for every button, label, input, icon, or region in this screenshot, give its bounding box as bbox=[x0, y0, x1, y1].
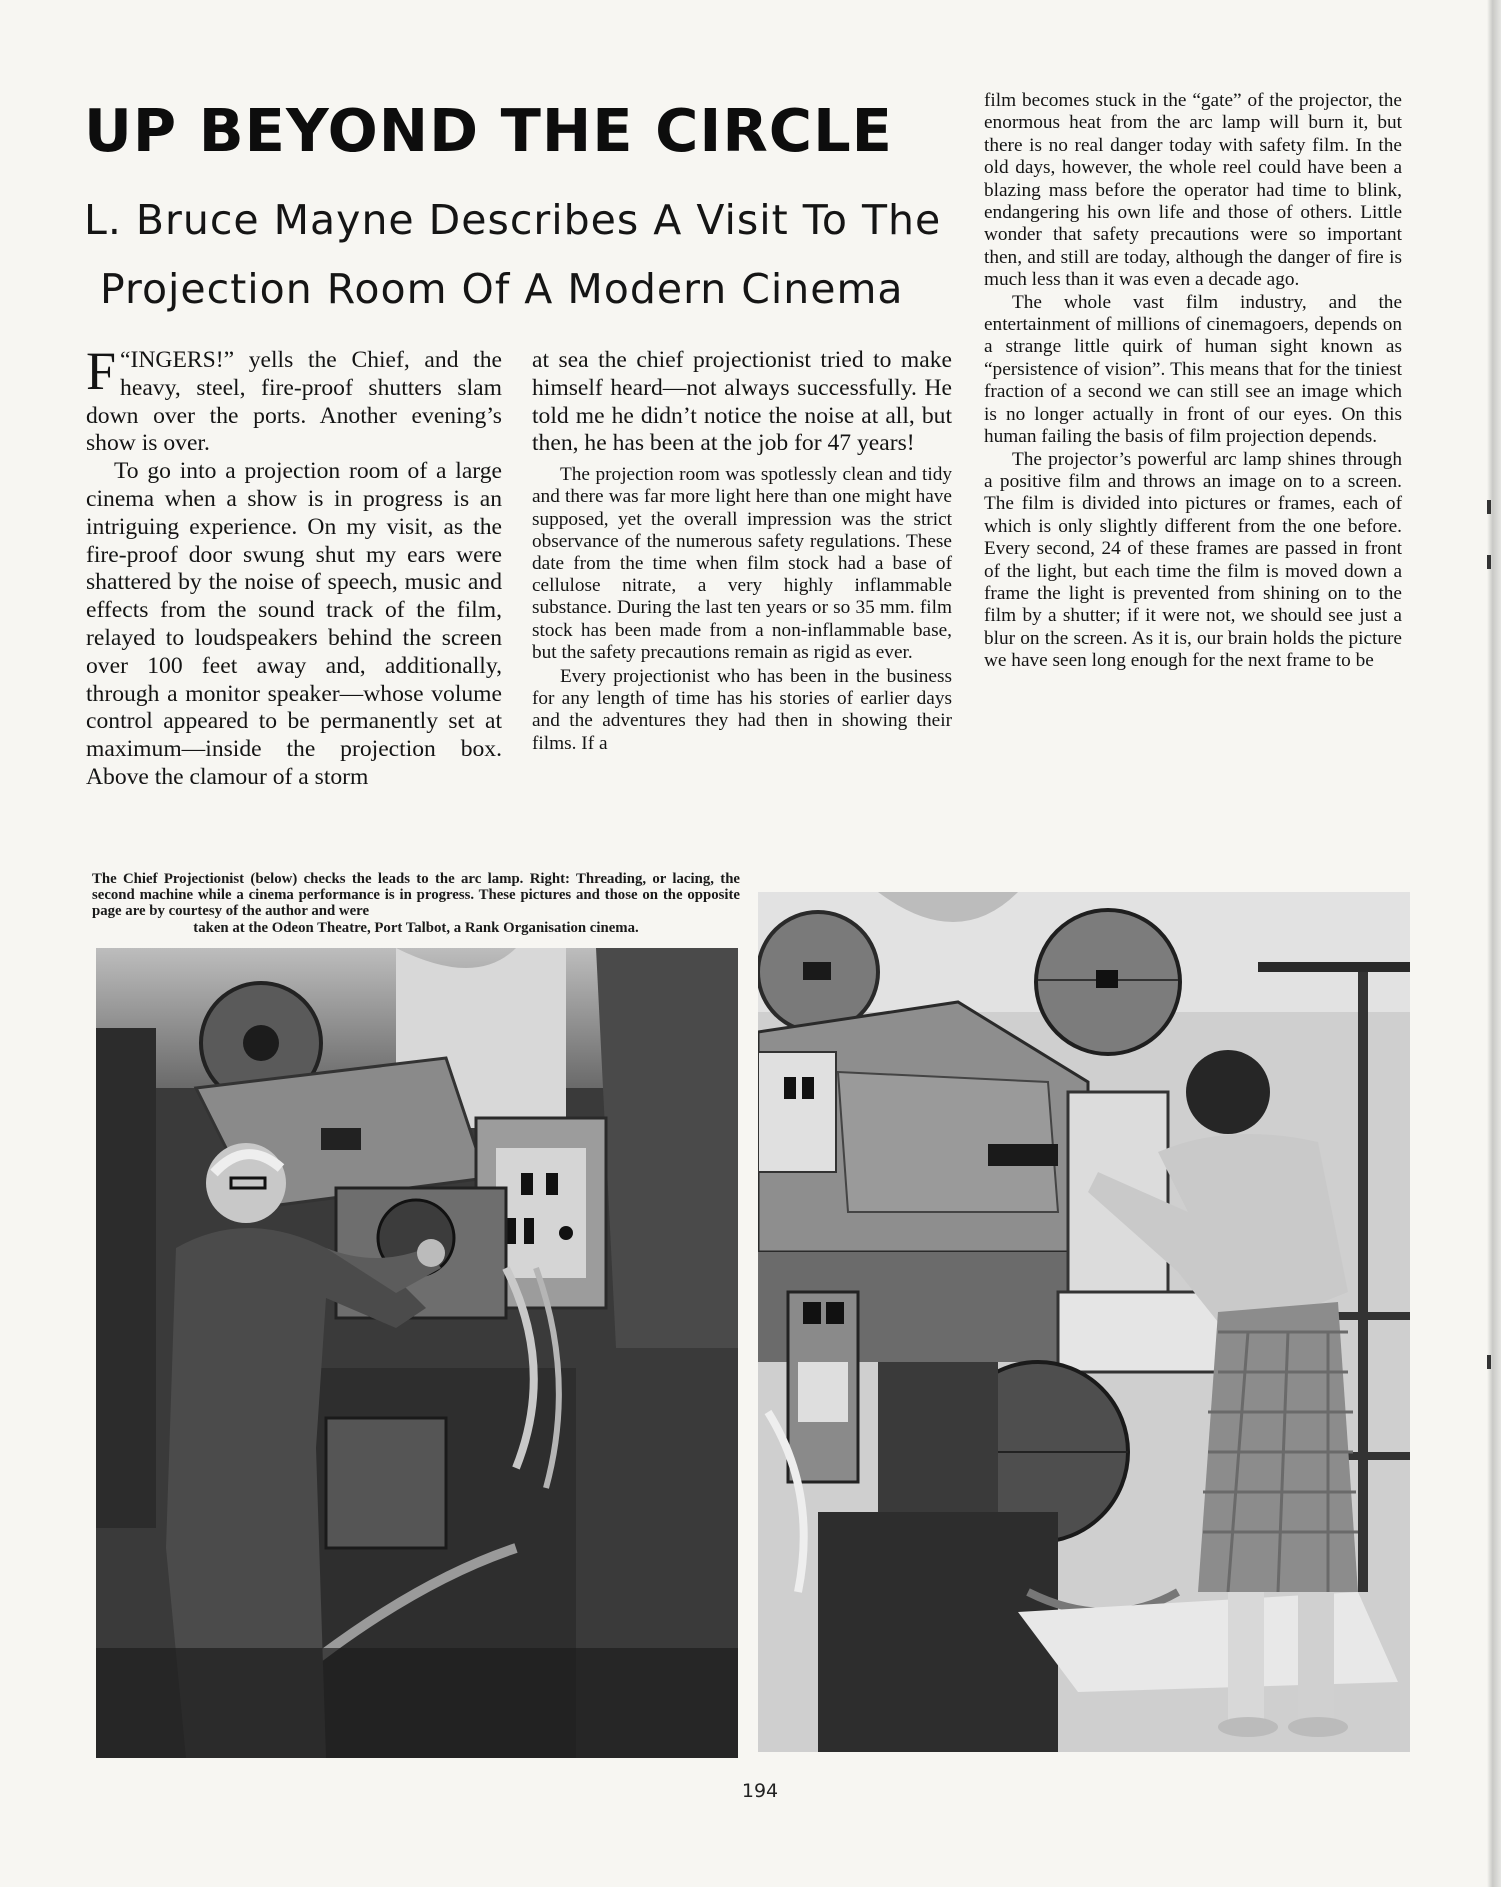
page-edge-mark bbox=[1487, 555, 1491, 569]
photo-caption bbox=[92, 871, 740, 936]
photo-threading-projector bbox=[758, 892, 1410, 1752]
open-quote: “ bbox=[120, 347, 131, 373]
caption-last-line: taken at the Odeon Theatre, Port Talbot, a Rank Organisation cinema. bbox=[193, 919, 639, 936]
article-subtitle-line1: L. Bruce Mayne Describes A Visit To The bbox=[84, 196, 942, 244]
text-column-2 bbox=[532, 347, 952, 755]
paragraph: The projector’s powerful arc lamp shines through a positive film and throws an image on to a screen. The film is divided into pictures or frames, each of which is only slightly different from the one before. Every second, 24 of these frames are passed in front of the light, but each time the film is moved down a frame the light is prevented from shining on to the film by a shutter; if it were not, we should see just a blur on the screen. As it is, our brain holds the picture we have seen long enough for the next frame to be bbox=[984, 448, 1402, 672]
page-edge-mark bbox=[1487, 1355, 1491, 1369]
text-column-1 bbox=[86, 341, 502, 792]
page-edge bbox=[1487, 0, 1501, 1887]
page-number: 194 bbox=[741, 1780, 779, 1802]
drop-cap: F bbox=[86, 341, 117, 401]
page-edge-mark bbox=[1487, 500, 1491, 514]
article-subtitle-line2: Projection Room Of A Modern Cinema bbox=[100, 265, 904, 313]
paragraph: Every projectionist who has been in the business for any length of time has his stories of earlier days and the adventures they had then in showing their films. If a bbox=[532, 666, 952, 754]
paragraph: at sea the chief projectionist tried to make himself heard—not always successfully. He told me he didn’t notice the noise at all, but then, he has been at the job for 47 years! bbox=[532, 347, 952, 457]
caption-text: The Chief Projectionist (below) checks the leads to the arc lamp. Right: Threading, or lacing, the second machine while a cinema performance is in progress. These pictures and those on the opposite page are by courtesy of the author and were bbox=[92, 871, 740, 920]
paragraph-text: INGERS!” yells the Chief, and the heavy, steel, fire-proof shutters slam down over the ports. Another evening’s show is over. bbox=[86, 347, 502, 457]
article-title: UP BEYOND THE CIRCLE bbox=[84, 96, 893, 165]
paragraph: The projection room was spotlessly clean and tidy and there was far more light here than one might have supposed, yet the overall impression was the strict observance of the numerous safety regulations. These date from the time when film stock had a base of cellulose nitrate, a very highly inflammable substance. During the last ten years or so 35 mm. film stock has been made from a non-inflammable base, but the safety precautions remain as rigid as ever. bbox=[532, 464, 952, 663]
photo-chief-projectionist-icon bbox=[96, 948, 738, 1758]
text-column-3 bbox=[984, 90, 1402, 673]
paragraph: film becomes stuck in the “gate” of the projector, the enormous heat from the arc lamp will burn it, but there is no real danger today with safety film. In the old days, however, the whole reel could have been a blazing mass before the operator had time to blink, endangering his own life and those of others. Little wonder that safety precautions were so important then, and still are today, although the danger of fire is much less than it was even a decade ago. bbox=[984, 90, 1402, 291]
photo-chief-projectionist bbox=[96, 948, 738, 1758]
paragraph: The whole vast film industry, and the entertainment of millions of cinemagoers, depends on a strange little quirk of human sight known as “persistence of vision”. This means that for the tiniest fraction of a second we can still see an image which is no longer actually in front of our eyes. On this human failing the basis of film projection depends. bbox=[984, 291, 1402, 448]
paragraph bbox=[86, 341, 502, 458]
paragraph: To go into a projection room of a large cinema when a show is in progress is an intriguing experience. On my visit, as the fire-proof door swung shut my ears were shattered by the noise of speech, music and effects from the sound track of the film, relayed to loudspeakers behind the screen over 100 feet away and, additionally, through a monitor speaker—whose volume control appeared to be permanently set at maximum—inside the projection box. Above the clamour of a storm bbox=[86, 458, 502, 790]
photo-threading-projector-icon bbox=[758, 892, 1410, 1752]
